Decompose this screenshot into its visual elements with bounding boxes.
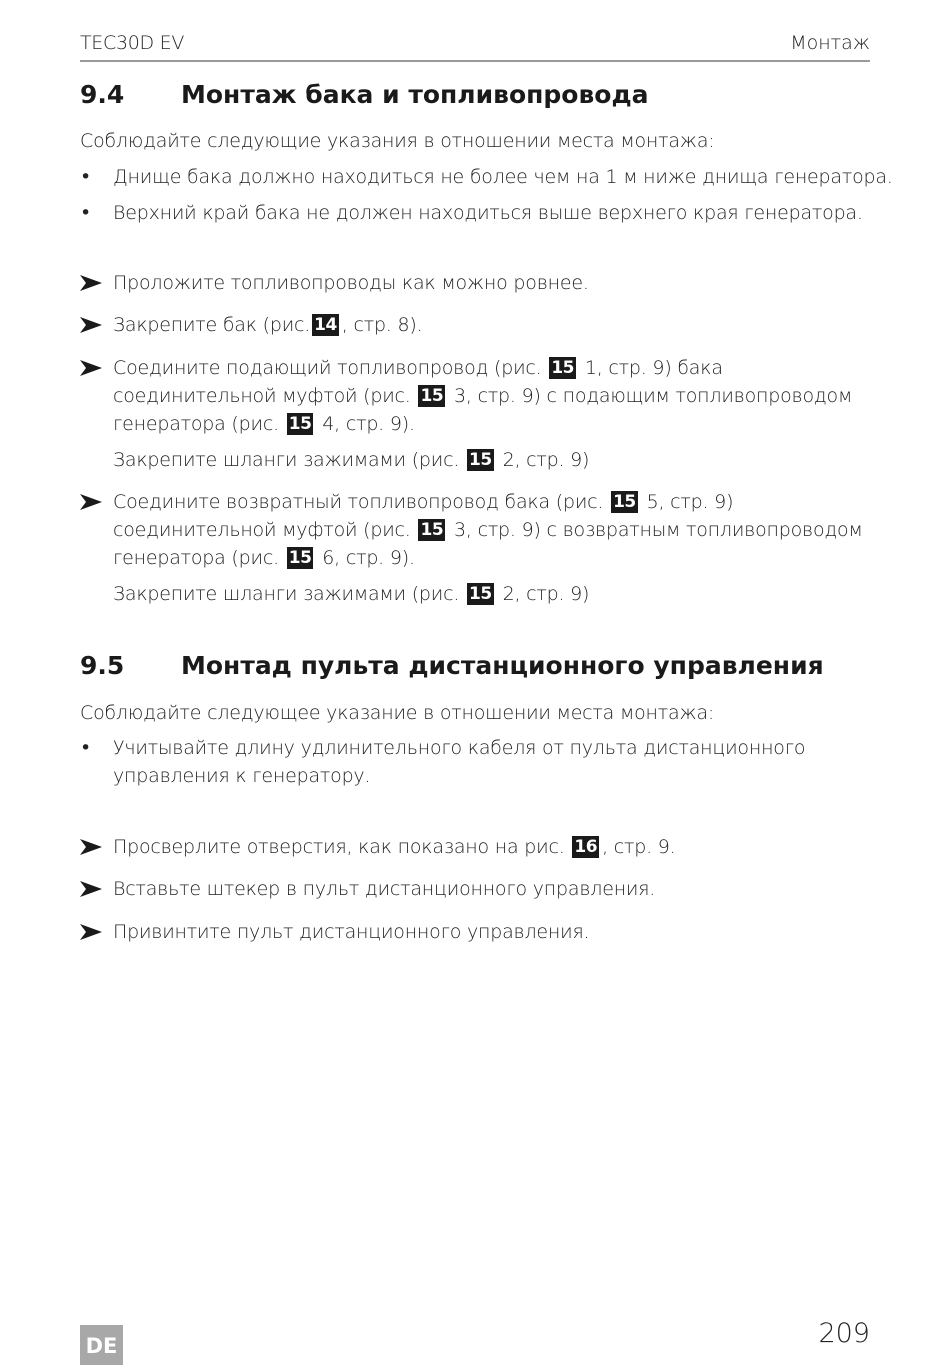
figure-ref-badge: 15 [613, 492, 636, 512]
section-9-4-intro: Соблюдайте следующие указания в отношении места монтажа: [80, 130, 715, 152]
step-supply-line-1: Соедините подающий топливопровод (рис. 15 1, стр. 9) бака [113, 357, 723, 379]
section-number: 9.4 [80, 80, 125, 109]
bullet-dot: • [80, 202, 92, 224]
figure-ref-badge: 14 [314, 315, 337, 335]
figure-ref-badge: 15 [469, 584, 492, 604]
step-supply-line-3: генератора (рис. 15 4, стр. 9). [113, 413, 415, 435]
step-screw-panel: Привинтите пульт дистанционного управления. [113, 921, 590, 943]
language-badge: DE [80, 1325, 123, 1365]
figure-ref-badge: 15 [469, 450, 492, 470]
figure-ref-badge: 15 [288, 414, 312, 434]
step-return-line-1: Соедините возвратный топливопровод бака (рис. 15 5, стр. 9) [113, 491, 734, 513]
arrow-icon [80, 317, 102, 333]
arrow-icon [80, 839, 102, 855]
arrow-icon [80, 275, 102, 291]
arrow-icon [80, 924, 102, 940]
figure-ref-badge: 15 [551, 358, 574, 378]
bullet-dot: • [80, 737, 92, 759]
step-return-line-3: генератора (рис. 15 6, стр. 9). [113, 547, 415, 569]
header-chapter: Монтаж [790, 32, 870, 54]
step-return-note: Закрепите шланги зажимами (рис. 15 2, стр. 9) [113, 583, 590, 605]
section-number: 9.5 [80, 651, 125, 680]
section-title: Монтад пульта дистанционного управления [181, 651, 824, 680]
step-insert-plug: Вставьте штекер в пульт дистанционного управления. [113, 878, 656, 900]
list-item-continuation: управления к генератору. [113, 765, 371, 787]
figure-ref-badge: 16 [574, 837, 598, 857]
figure-ref-badge: 15 [420, 386, 444, 406]
list-item: Днище бака должно находиться не более чем на 1 м ниже днища генератора. [113, 166, 893, 188]
step-return-line-2: соединительной муфтой (рис. 15 3, стр. 9) с возвратным топливопроводом [113, 519, 863, 541]
section-9-5-intro: Соблюдайте следующее указание в отношении места монтажа: [80, 702, 715, 724]
header-model: TEC30D EV [80, 32, 185, 54]
arrow-icon [80, 360, 102, 376]
list-item: Верхний край бака не должен находиться выше верхнего края генератора. [113, 202, 863, 224]
section-title: Монтаж бака и топливопровода [181, 80, 649, 109]
step-supply-line-2: соединительной муфтой (рис. 15 3, стр. 9) с подающим топливопроводом [113, 385, 853, 407]
arrow-icon [80, 494, 102, 510]
step-route-lines: Проложите топливопроводы как можно ровнее. [113, 272, 589, 294]
step-fix-tank: Закрепите бак (рис. 14 , стр. 8). [113, 314, 423, 336]
figure-ref-badge: 15 [420, 520, 444, 540]
arrow-icon [80, 881, 102, 897]
page-header [80, 30, 870, 62]
list-item: Учитывайте длину удлинительного кабеля от пульта дистанционного [113, 737, 806, 759]
step-supply-note: Закрепите шланги зажимами (рис. 15 2, стр. 9) [113, 449, 590, 471]
page-number: 209 [818, 1318, 870, 1349]
bullet-dot: • [80, 166, 92, 188]
figure-ref-badge: 15 [288, 548, 312, 568]
step-drill-holes: Просверлите отверстия, как показано на рис. 16 , стр. 9. [113, 836, 676, 858]
